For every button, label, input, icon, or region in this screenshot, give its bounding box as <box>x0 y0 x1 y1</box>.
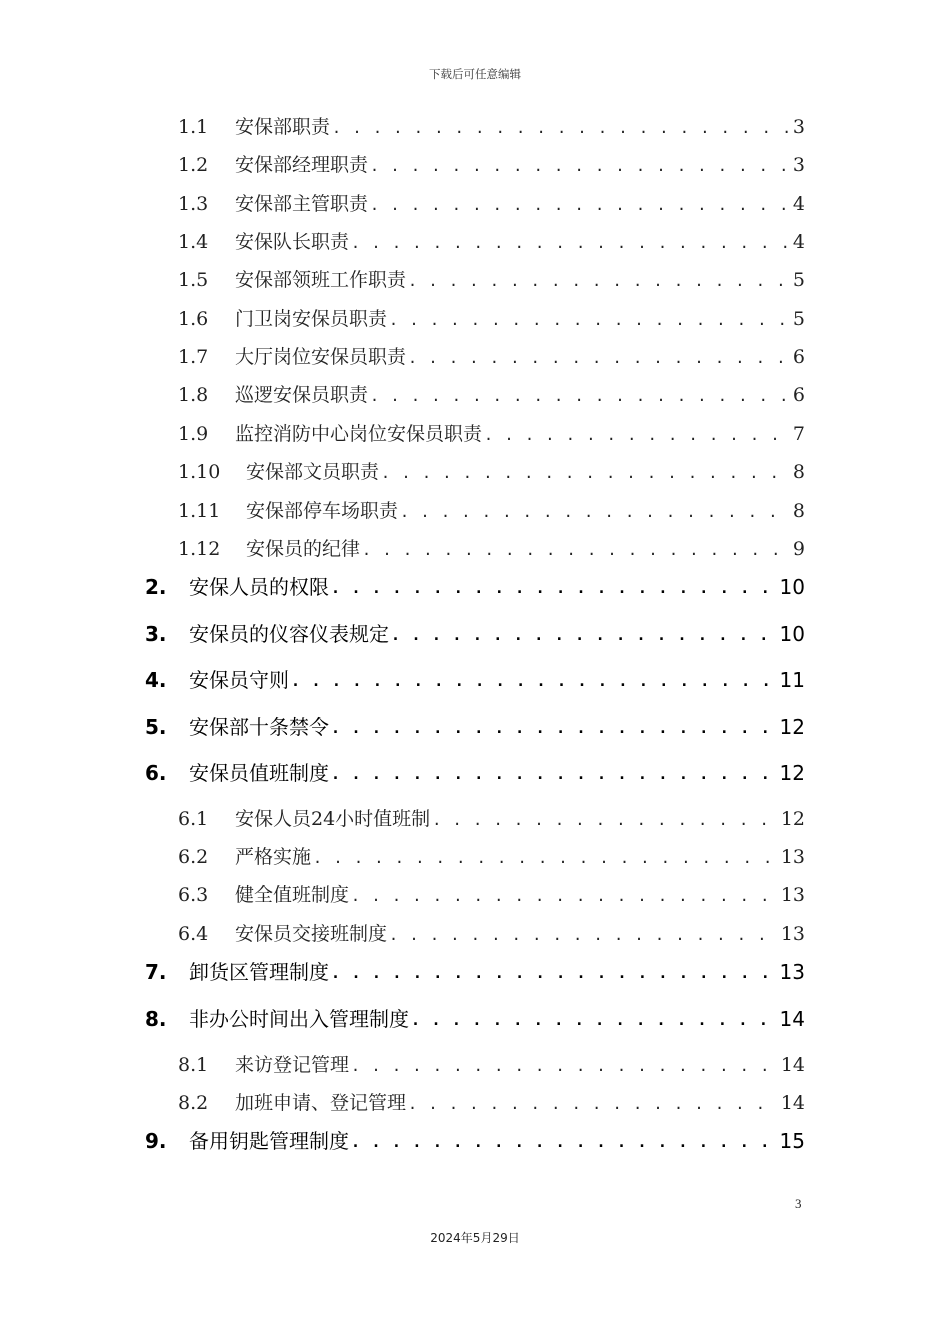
toc-entry-page: 7 <box>792 423 805 445</box>
toc-entry-title: 安保部主管职责 <box>235 193 369 215</box>
toc-entry-page: 5 <box>792 308 805 330</box>
toc-entry[interactable] <box>178 804 805 834</box>
toc-entry-number: 5. <box>145 715 167 739</box>
toc-entry-page: 6 <box>792 346 805 368</box>
toc-entry-number: 1.7 <box>178 346 209 368</box>
toc-entry[interactable] <box>178 919 805 949</box>
toc-entry-title: 监控消防中心岗位安保员职责 <box>235 423 483 445</box>
toc-entry[interactable] <box>145 618 805 650</box>
toc-entry[interactable] <box>178 265 805 295</box>
toc-dot-leader <box>484 419 790 449</box>
toc-entry-page: 12 <box>780 808 805 830</box>
toc-entry-title: 安保员值班制度 <box>189 761 329 785</box>
toc-dot-leader <box>408 1088 778 1118</box>
toc-dot-leader <box>362 534 790 564</box>
toc-entry-number: 6.3 <box>178 884 209 906</box>
toc-entry-number: 3. <box>145 622 167 646</box>
toc-entry-number: 1.12 <box>178 538 221 560</box>
toc-entry-page: 13 <box>780 923 805 945</box>
toc-entry-title: 备用钥匙管理制度 <box>189 1129 349 1153</box>
toc-entry[interactable] <box>145 757 805 789</box>
toc-entry-page: 13 <box>779 960 805 984</box>
page-footer-date: 2024年5月29日 <box>430 1231 520 1245</box>
toc-entry-page: 14 <box>780 1054 805 1076</box>
toc-entry-title: 安保人员的权限 <box>189 575 329 599</box>
toc-entry[interactable] <box>178 534 805 564</box>
toc-entry-number: 6.2 <box>178 846 209 868</box>
toc-entry-title: 健全值班制度 <box>235 884 350 906</box>
toc-dot-leader <box>351 1125 777 1157</box>
toc-entry-page: 10 <box>779 622 805 646</box>
toc-entry-page: 13 <box>780 846 805 868</box>
toc-entry[interactable] <box>178 304 805 334</box>
toc-dot-leader <box>432 804 778 834</box>
toc-entry-number: 7. <box>145 960 167 984</box>
toc-entry[interactable] <box>178 457 805 487</box>
toc-entry[interactable] <box>145 711 805 743</box>
toc-entry-page: 8 <box>792 461 805 483</box>
toc-entry[interactable] <box>145 664 805 696</box>
toc-entry-title: 严格实施 <box>235 846 312 868</box>
toc-entry-page: 11 <box>779 668 805 692</box>
toc-entry-page: 5 <box>792 269 805 291</box>
toc-dot-leader <box>351 1050 778 1080</box>
toc-entry-number: 1.2 <box>178 154 209 176</box>
toc-dot-leader <box>332 112 790 142</box>
toc-dot-leader <box>351 880 778 910</box>
toc-entry-number: 4. <box>145 668 167 692</box>
toc-entry-number: 1.10 <box>178 461 221 483</box>
toc-entry[interactable] <box>178 112 805 142</box>
toc-entry-number: 1.5 <box>178 269 209 291</box>
toc-entry-number: 6.4 <box>178 923 209 945</box>
toc-dot-leader <box>391 618 777 650</box>
toc-entry[interactable] <box>178 419 805 449</box>
toc-entry-number: 1.11 <box>178 500 221 522</box>
toc-dot-leader <box>291 664 777 696</box>
page-header: 下载后可任意编辑 <box>429 67 521 81</box>
toc-entry-page: 14 <box>779 1007 805 1031</box>
toc-dot-leader <box>370 150 790 180</box>
toc-dot-leader <box>370 380 790 410</box>
toc-entry-title: 安保部经理职责 <box>235 154 369 176</box>
toc-entry[interactable] <box>178 189 805 219</box>
toc-entry-page: 13 <box>780 884 805 906</box>
toc-dot-leader <box>370 189 790 219</box>
toc-entry[interactable] <box>178 1050 805 1080</box>
toc-entry-number: 1.3 <box>178 193 209 215</box>
toc-entry-title: 安保员交接班制度 <box>235 923 388 945</box>
toc-entry-page: 12 <box>779 761 805 785</box>
toc-entry-title: 加班申请、登记管理 <box>235 1092 407 1114</box>
toc-entry-title: 安保部领班工作职责 <box>235 269 407 291</box>
toc-entry-title: 安保部文员职责 <box>246 461 380 483</box>
toc-entry-page: 4 <box>792 231 805 253</box>
toc-entry[interactable] <box>145 571 805 603</box>
toc-dot-leader <box>331 711 777 743</box>
toc-entry-page: 3 <box>792 154 805 176</box>
toc-entry-title: 非办公时间出入管理制度 <box>189 1007 409 1031</box>
toc-dot-leader <box>408 342 790 372</box>
toc-entry-number: 1.4 <box>178 231 209 253</box>
toc-entry-page: 10 <box>779 575 805 599</box>
toc-entry-page: 6 <box>792 384 805 406</box>
toc-dot-leader <box>313 842 778 872</box>
toc-entry-number: 2. <box>145 575 167 599</box>
toc-entry[interactable] <box>178 842 805 872</box>
toc-entry-number: 8. <box>145 1007 167 1031</box>
toc-entry-title: 大厅岗位安保员职责 <box>235 346 407 368</box>
toc-entry[interactable] <box>178 150 805 180</box>
toc-entry[interactable] <box>178 227 805 257</box>
toc-dot-leader <box>389 919 778 949</box>
toc-entry-title: 安保队长职责 <box>235 231 350 253</box>
toc-entry-title: 安保员守则 <box>189 668 289 692</box>
toc-dot-leader <box>331 956 777 988</box>
toc-entry-title: 安保部十条禁令 <box>189 715 329 739</box>
toc-entry-page: 12 <box>779 715 805 739</box>
toc-entry-number: 1.8 <box>178 384 209 406</box>
toc-entry-number: 8.1 <box>178 1054 209 1076</box>
toc-entry-number: 1.9 <box>178 423 209 445</box>
toc-entry-page: 15 <box>779 1129 805 1153</box>
toc-entry-number: 1.1 <box>178 116 209 138</box>
toc-entry-number: 1.6 <box>178 308 209 330</box>
toc-entry-page: 3 <box>792 116 805 138</box>
toc-entry[interactable] <box>145 1125 805 1157</box>
toc-entry[interactable] <box>178 380 805 410</box>
toc-entry-number: 6. <box>145 761 167 785</box>
toc-entry[interactable] <box>178 342 805 372</box>
toc-entry-number: 9. <box>145 1129 167 1153</box>
toc-entry[interactable] <box>178 496 805 526</box>
toc-entry-number: 6.1 <box>178 808 209 830</box>
toc-entry[interactable] <box>145 956 805 988</box>
toc-entry-title: 安保员的纪律 <box>246 538 361 560</box>
toc-entry-title: 安保部停车场职责 <box>246 500 399 522</box>
toc-entry[interactable] <box>145 1003 805 1035</box>
toc-entry-title: 门卫岗安保员职责 <box>235 308 388 330</box>
toc-dot-leader <box>411 1003 777 1035</box>
toc-entry-title: 卸货区管理制度 <box>189 960 329 984</box>
toc-dot-leader <box>389 304 790 334</box>
toc-dot-leader <box>351 227 790 257</box>
toc-entry-number: 8.2 <box>178 1092 209 1114</box>
toc-dot-leader <box>331 757 777 789</box>
toc-entry-page: 9 <box>792 538 805 560</box>
toc-entry-title: 巡逻安保员职责 <box>235 384 369 406</box>
toc-entry-page: 8 <box>792 500 805 522</box>
toc-dot-leader <box>400 496 790 526</box>
toc-entry[interactable] <box>178 1088 805 1118</box>
toc-entry-title: 安保员的仪容仪表规定 <box>189 622 389 646</box>
toc-entry-title: 安保部职责 <box>235 116 331 138</box>
toc-dot-leader <box>408 265 790 295</box>
page-number: 3 <box>795 1196 802 1211</box>
toc-entry-title: 安保人员24小时值班制 <box>235 808 431 830</box>
toc-dot-leader <box>331 571 777 603</box>
toc-entry-page: 4 <box>792 193 805 215</box>
toc-entry-title: 来访登记管理 <box>235 1054 350 1076</box>
toc-entry[interactable] <box>178 880 805 910</box>
toc-entry-page: 14 <box>780 1092 805 1114</box>
toc-dot-leader <box>381 457 790 487</box>
